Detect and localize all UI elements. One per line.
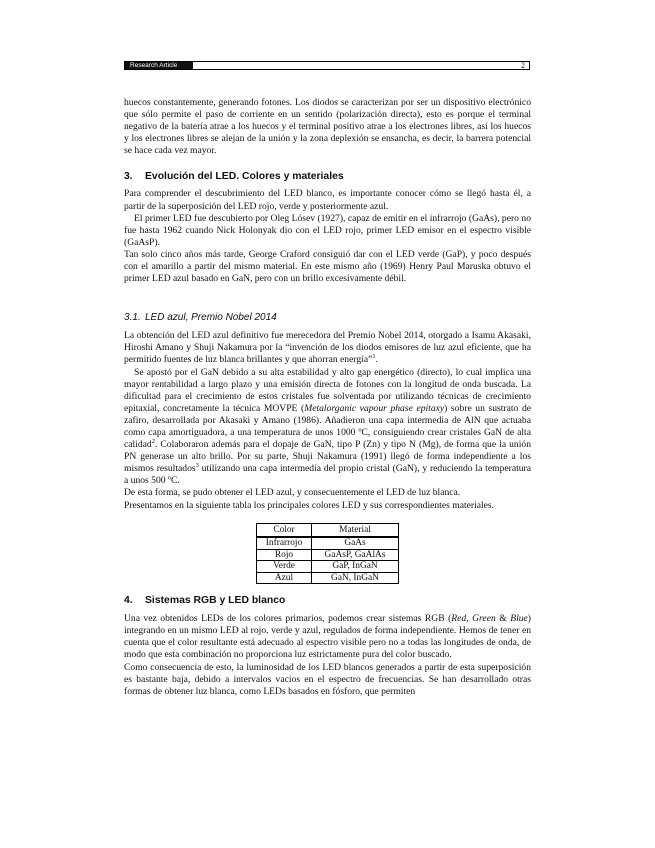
table-cell: Verde [257, 561, 312, 573]
s4-p1-part-a: Una vez obtenidos LEDs de los colores primarios, podemos crear sistemas RGB ( [124, 613, 452, 625]
table-row [257, 537, 399, 549]
section-3-heading [124, 170, 531, 183]
rgb-green: Green [472, 613, 496, 625]
p2-part-d: utilizando una capa intermedia del propio cristal (GaN), y reduciendo la temperatura a unos 500 ºC. [124, 463, 531, 487]
section-3-title: Evolución del LED. Colores y materiales [145, 171, 344, 183]
table-cell: Infrarrojo [257, 537, 312, 549]
intro-paragraph: huecos constantemente, generando fotones. Los diodos se caracterizan por ser un dispositivo electrónico que sólo permite el paso de corriente en un sentido (polarización directa), esto es porque el terminal negativo de la batería atrae a los huecos y el terminal positivo atrae a los electrones libres, así los huecos y los electrones libres se alejan de la unión y la zona deplexión se ensancha, es decir, la barrera potencial se hace cada vez mayor. [124, 97, 531, 157]
subsection-3-1-p1-text: La obtención del LED azul definitivo fue merecedora del Premio Nobel 2014, otorgado a Isamu Akasaki, Hiroshi Amano y Shuji Nakamura por la “invención de los diodos emisores de luz azul eficiente, que ha permitido fuentes de luz blanca brillantes y que ahorran energía” [124, 330, 531, 366]
section-3-paragraph-1: Para comprender el descubrimiento del LED blanco, es importante conocer cómo se llegó hasta él, a partir de la superposición del LED rojo, verde y posteriormente azul. [124, 188, 531, 212]
section-4-title: Sistemas RGB y LED blanco [145, 595, 286, 607]
subsection-3-1-paragraph-2 [124, 367, 531, 488]
section-4-paragraph-2: Como consecuencia de esto, la luminosidad de los LED blancos generados a partir de esta superposición es bastante baja, debido a intervalos vacíos en el espectro de frecuencias. Se han desarrollado otras formas de obtener luz blanca, como LEDs basados en fósforo, que permiten [124, 661, 531, 697]
rgb-red: Red [451, 613, 467, 625]
table-row [257, 561, 399, 573]
table-cell: GaN, InGaN [312, 572, 399, 584]
rgb-sep: , [466, 613, 473, 625]
table-header-material: Material [312, 523, 399, 537]
table-cell: GaP, InGaN [312, 561, 399, 573]
table-cell: GaAsP, GaAlAs [312, 549, 399, 561]
subsection-3-1-paragraph-4: Presentamos en la siguiente tabla los principales colores LED y sus correspondientes materiales. [124, 499, 495, 511]
table-header-row [257, 523, 399, 537]
table-cell: Azul [257, 572, 312, 584]
article-type-label: Research Article [125, 62, 193, 69]
section-3-number: 3. [124, 171, 133, 183]
footnote-ref-3: 3 [195, 462, 199, 470]
section-4-number: 4. [124, 595, 133, 607]
p2-part-a: Se apostó por el GaN debido a su alta estabilidad y alto gap energético (directo), lo cual implica una mayor rentabilidad a largo plazo y una emisión directa de fotones con la longitud de onda buscada. La dificultad para el crecimiento de estos cristales fue solventada por utilizando técnicas de crecimiento epitaxial, concretamente la técnica MOVPE ( [124, 366, 531, 414]
table-cell: Rojo [257, 549, 312, 561]
footnote-ref-1: 1 [372, 353, 376, 361]
running-header [124, 61, 530, 70]
rgb-blue: Blue [510, 613, 528, 625]
table-row [257, 549, 399, 561]
section-3-paragraph-3: Tan solo cinco años más tarde, George Craford consiguió dar con el LED verde (GaP), y poco después con el amarillo a partir del mismo material. En este mismo año (1969) Henry Paul Maruska obtuvo el primer LED azul basado en GaN, pero con un brillo excesivamente débil. [124, 248, 531, 285]
main-text [124, 97, 531, 698]
led-materials-table-wrapper [124, 523, 531, 585]
p2-part-b: ) sobre un sustrato de zafiro, desarrollada por Akasaki y Amano (1986). Añadieron una capa intermedia de AlN que actuaba como capa amortiguadora, a una temperatura de unos 1000 ºC, consiguiendo crear cristales GaN de alta calidad [124, 402, 531, 451]
table-row [257, 572, 399, 584]
subsection-3-1-paragraph-1 [124, 330, 531, 366]
subsection-3-1-number: 3.1. [124, 312, 141, 324]
section-3-paragraph-2: El primer LED fue descubierto por Oleg Lósev (1927), capaz de emitir en el infrarrojo (GaAs), pero no fue hasta 1962 cuando Nick Holonyak dio con el LED rojo, primer LED emisor en el espectro visible (GaAsP). [124, 212, 531, 248]
page-number: 2 [521, 61, 525, 70]
subsection-3-1-heading [124, 311, 531, 324]
p2-part-c: . Colaboraron además para el dopaje de GaN, tipo P (Zn) y tipo N (Mg), de forma que la unión PN generase un alto brillo. Por su parte, Shuji Nakamura (1991) llegó de forma independiente a los mismos resultados [124, 439, 531, 475]
subsection-3-1-title: LED azul, Premio Nobel 2014 [145, 312, 277, 324]
footnote-ref-2: 2 [151, 437, 155, 445]
subsection-3-1-p1-end: . [375, 354, 379, 366]
s4-p1-part-b: ) integrando en un mismo LED al rojo, verde y azul, regulados de forma independiente. Hemos de tener en cuenta que el color resultante está adecuado al espectro visible pero no a todas las longitudes de onda, de modo que esta combinación no proporciona luz estrictamente pura del color buscado. [124, 613, 531, 661]
led-materials-table [256, 523, 399, 585]
section-4-heading [124, 594, 531, 607]
table-header-color: Color [257, 523, 312, 537]
subsection-3-1-paragraph-3: De esta forma, se pudo obtener el LED azul, y consecuentemente el LED de luz blanca. [124, 487, 461, 499]
table-cell: GaAs [312, 537, 399, 549]
movpe-term: Metalorganic vapour phase epitaxy [304, 402, 445, 414]
section-4-paragraph-1 [124, 613, 531, 661]
rgb-amp: & [495, 613, 511, 625]
